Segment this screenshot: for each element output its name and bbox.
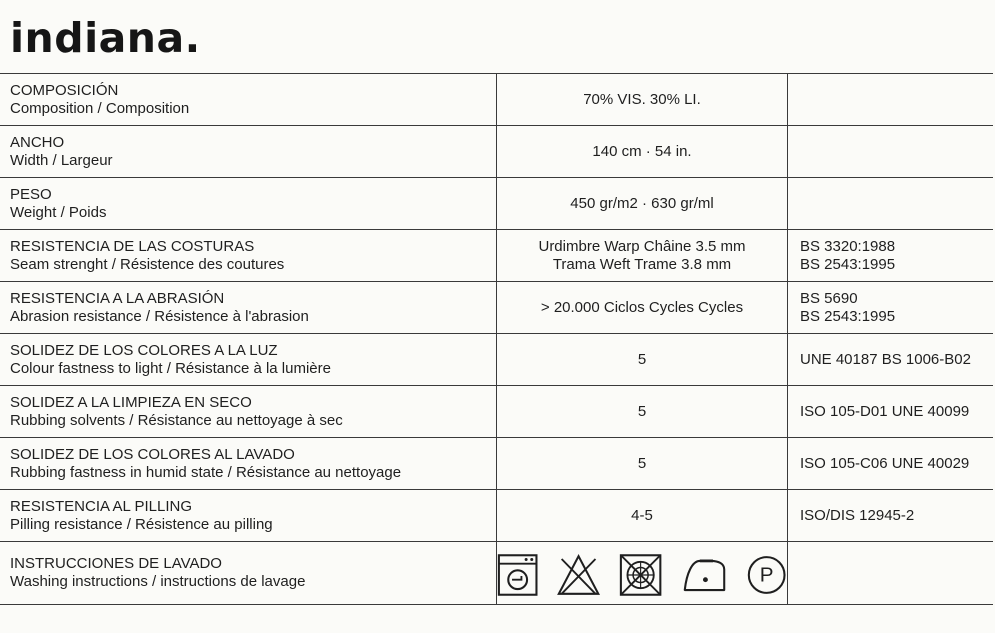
spec-label-en: Colour fastness to light / Résistance à la lumière [10,359,331,377]
spec-standard: ISO/DIS 12945-2 [800,506,915,524]
brand-logo: indiana. [10,14,201,62]
spec-label-cell [0,334,497,386]
spec-label-en: Rubbing fastness in humid state / Résistance au nettoyage [10,463,402,481]
spec-standard-cell [788,74,994,126]
spec-label-es: PESO [10,185,52,203]
spec-row [0,282,993,334]
spec-label-en: Pilling resistance / Résistence au pilling [10,515,273,533]
spec-label-es: SOLIDEZ A LA LIMPIEZA EN SECO [10,393,252,411]
spec-value: 5 [637,454,647,472]
spec-value-cell [497,126,788,178]
spec-value: 5 [637,402,647,420]
spec-value: 70% VIS. 30% LI. [583,90,701,108]
do-not-tumble-dry-icon [619,552,662,598]
spec-label-es: RESISTENCIA AL PILLING [10,497,193,515]
spec-value: 140 cm · 54 in. [592,142,692,160]
spec-row [0,74,993,126]
do-not-bleach-icon [556,552,601,598]
spec-row [0,438,993,490]
spec-standard-cell [788,490,994,542]
spec-value-cell [497,438,788,490]
spec-row [0,126,993,178]
spec-label-cell [0,230,497,282]
spec-value-cell [497,230,788,282]
spec-standard-cell [788,334,994,386]
spec-label-en: Abrasion resistance / Résistence à l'abrasion [10,307,309,325]
washing-label-es: INSTRUCCIONES DE LAVADO [10,555,222,572]
spec-label-en: Seam strenght / Résistence des coutures [10,255,285,273]
spec-table [0,73,993,605]
spec-value-cell [497,386,788,438]
spec-label-cell [0,438,497,490]
spec-value: 4-5 [631,506,653,524]
spec-value-cell [497,282,788,334]
spec-table-body [0,74,993,605]
spec-label-cell [0,490,497,542]
washing-standard-cell [788,542,994,605]
spec-standard: ISO 105-C06 UNE 40029 [800,454,970,472]
spec-standard: BS 2543:1995 [800,307,896,325]
spec-standard: UNE 40187 BS 1006-B02 [800,350,971,368]
spec-standard-cell [788,386,994,438]
spec-value: Urdimbre Warp Châine 3.5 mm [538,237,746,255]
spec-standard-cell [788,282,994,334]
spec-row [0,334,993,386]
spec-row [0,178,993,230]
washing-icons-cell [497,542,788,605]
dry-clean-letter: P [759,563,774,587]
spec-standard-cell [788,126,994,178]
spec-standard-cell [788,438,994,490]
spec-label-es: SOLIDEZ DE LOS COLORES A LA LUZ [10,341,278,359]
spec-row [0,230,993,282]
spec-value: Trama Weft Trame 3.8 mm [552,255,732,273]
spec-value-cell [497,178,788,230]
spec-standard: BS 2543:1995 [800,255,896,273]
iron-low-icon [681,555,728,595]
spec-label-es: RESISTENCIA A LA ABRASIÓN [10,289,225,307]
washing-label-en: Washing instructions / instructions de lavage [10,573,306,590]
spec-label-cell [0,178,497,230]
spec-standard: ISO 105-D01 UNE 40099 [800,402,970,420]
spec-value-cell [497,334,788,386]
spec-value: > 20.000 Ciclos Cycles Cycles [540,298,744,316]
spec-standard-cell [788,178,994,230]
spec-value: 450 gr/m2 · 630 gr/ml [570,194,714,212]
spec-standard-cell [788,230,994,282]
spec-label-en: Weight / Poids [10,203,107,221]
spec-label-cell [0,126,497,178]
spec-row [0,490,993,542]
spec-label-cell [0,282,497,334]
spec-label-en: Width / Largeur [10,151,113,169]
spec-value-cell [497,74,788,126]
spec-value-cell [497,490,788,542]
washing-machine-icon [497,552,538,598]
washing-row [0,542,993,605]
spec-standard: BS 3320:1988 [800,237,896,255]
spec-row [0,386,993,438]
spec-label-es: COMPOSICIÓN [10,81,119,99]
care-icons [497,548,787,598]
spec-label-cell [0,386,497,438]
washing-label-cell [0,542,497,605]
spec-value: 5 [637,350,647,368]
spec-label-cell [0,74,497,126]
spec-label-es: SOLIDEZ DE LOS COLORES AL LAVADO [10,445,295,463]
spec-label-en: Rubbing solvents / Résistance au nettoyage à sec [10,411,343,429]
spec-label-es: ANCHO [10,133,65,151]
spec-label-en: Composition / Composition [10,99,190,117]
dry-clean-p-icon [746,553,787,597]
spec-standard: BS 5690 [800,289,858,307]
spec-label-es: RESISTENCIA DE LAS COSTURAS [10,237,255,255]
